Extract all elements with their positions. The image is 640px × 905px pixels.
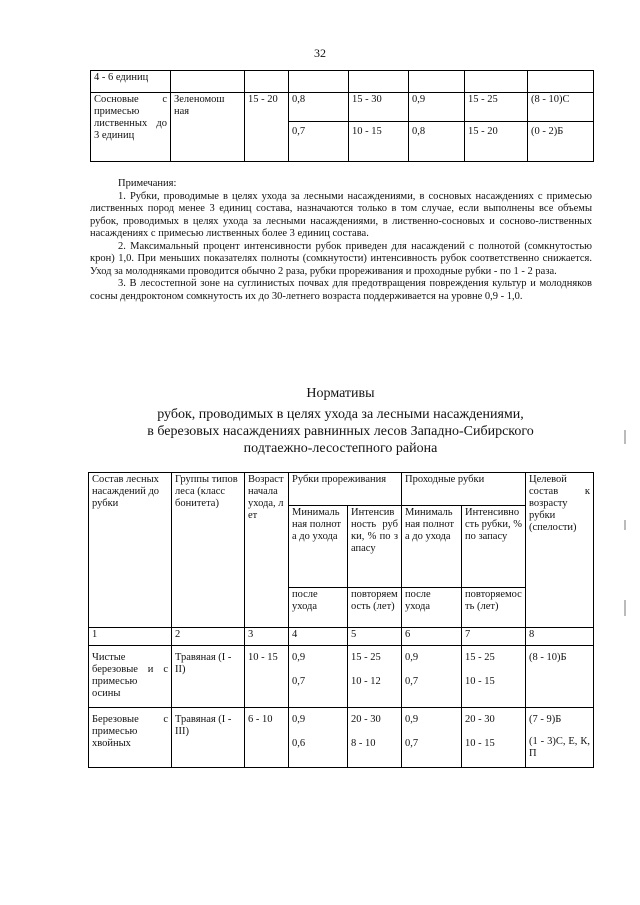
top-table <box>90 70 594 162</box>
top-target-1: (8 - 10)С <box>528 93 594 122</box>
row-1-min-density <box>289 646 348 708</box>
row-2-min-density-2b: 0,7 <box>405 738 419 749</box>
header-min-density-2: Минимальная полнота до ухода <box>402 506 462 588</box>
col-number: 3 <box>245 628 289 646</box>
row-1-intensity-b: 10 - 12 <box>351 676 381 687</box>
top-min-density-2: 0,7 <box>289 122 349 162</box>
top-pass-density-1: 0,9 <box>409 93 465 122</box>
header-composition: Состав лесных насаждений до рубки <box>89 473 172 628</box>
col-number: 7 <box>462 628 526 646</box>
scan-mark <box>624 600 626 616</box>
title-line-3: в березовых насаждениях равнинных лесов Западно-Сибирского <box>147 424 534 439</box>
col-number: 5 <box>348 628 402 646</box>
title-line-1: Нормативы <box>306 386 375 401</box>
row-1-age: 10 - 15 <box>245 646 289 708</box>
header-age-start: Возраст начала ухода, лет <box>245 473 289 628</box>
row-2-min-density-b: 0,6 <box>292 738 306 749</box>
page-number: 32 <box>314 46 326 60</box>
row-2-composition: Березовые с примесью хвойных <box>89 708 172 768</box>
note-3: 3. В лесостепной зоне на суглинистых почвах для предотвращения повреждения культур и молодняков сосны дендроктоном сомкнутость их до 30-летнего возраста поддерживается на уровне 0,9 - 1,0. <box>90 278 592 302</box>
header-after-care: после ухода <box>289 588 348 628</box>
col-number: 6 <box>402 628 462 646</box>
notes-heading: Примечания: <box>118 178 177 189</box>
top-target-2: (0 - 2)Б <box>528 122 594 162</box>
row-1-intensity-2a: 15 - 25 <box>465 652 495 663</box>
row-1-min-density-b: 0,7 <box>292 676 306 687</box>
row-2-forest-group: Травяная (I - III) <box>172 708 245 768</box>
top-table-header-cell: 4 - 6 единиц <box>91 71 171 93</box>
header-after-care-2: после ухода <box>402 588 462 628</box>
row-2-min-density-2a: 0,9 <box>405 714 419 725</box>
top-pass-interval-2: 15 - 20 <box>465 122 528 162</box>
section-title <box>88 385 593 457</box>
top-composition: Сосновые с примесью лиственных до 3 единиц <box>91 93 171 162</box>
row-1-min-density-2b: 0,7 <box>405 676 419 687</box>
col-number: 8 <box>526 628 594 646</box>
header-intensity-2: Интенсивность рубки, % по запасу <box>462 506 526 588</box>
top-pass-interval-1: 15 - 25 <box>465 93 528 122</box>
row-2-intensity-2 <box>462 708 526 768</box>
col-number: 2 <box>172 628 245 646</box>
header-intensity: Интенсивность рубки, % по запасу <box>348 506 402 588</box>
row-2-intensity-b: 8 - 10 <box>351 738 376 749</box>
row-1-forest-group: Травяная (I - II) <box>172 646 245 708</box>
row-2-min-density <box>289 708 348 768</box>
top-pass-density-2: 0,8 <box>409 122 465 162</box>
standards-table <box>88 472 594 768</box>
row-2-age: 6 - 10 <box>245 708 289 768</box>
header-thinning: Рубки прореживания <box>289 473 402 506</box>
row-1-composition: Чистые березовые и с примесью осины <box>89 646 172 708</box>
header-min-density: Минимальная полнота до ухода <box>289 506 348 588</box>
header-repeat-2: повторяемость (лет) <box>462 588 526 628</box>
note-2: 2. Максимальный процент интенсивности рубок приведен для насаждений с полнотой (сомкнутостью крон) 1,0. При меньших показателях полноты (сомкнутости) интенсивность рубок соответственно снижается. Уход за молодняками проводится обычно 2 раза, рубки прореживания и проходные рубки - по 1 - 2 раза. <box>90 240 592 277</box>
row-1-target: (8 - 10)Б <box>526 646 594 708</box>
row-2-min-density-a: 0,9 <box>292 714 306 725</box>
top-thin-interval-1: 15 - 30 <box>349 93 409 122</box>
col-number: 1 <box>89 628 172 646</box>
row-2-intensity <box>348 708 402 768</box>
row-1-min-density-a: 0,9 <box>292 652 306 663</box>
note-1: 1. Рубки, проводимые в целях ухода за лесными насаждениями, в сосновых насаждениях с примесью лиственных пород менее 3 единиц состава, назначаются только в том случае, если выполнены все объемы рубок, проводимых в целях ухода за лесными насаждениями, в лиственно-сосновых и сосново-лиственных насаждениях с примесью лиственных более 3 единиц состава. <box>90 190 592 239</box>
row-2-intensity-a: 20 - 30 <box>351 714 381 725</box>
notes-block <box>90 178 592 303</box>
row-2-target <box>526 708 594 768</box>
scan-mark <box>624 520 626 530</box>
top-thin-interval-2: 10 - 15 <box>349 122 409 162</box>
row-2-target-a: (7 - 9)Б <box>529 714 562 725</box>
top-age: 15 - 20 <box>245 93 289 162</box>
row-1-intensity-2 <box>462 646 526 708</box>
header-passing: Проходные рубки <box>402 473 526 506</box>
row-2-intensity-2b: 10 - 15 <box>465 738 495 749</box>
row-1-min-density-2a: 0,9 <box>405 652 419 663</box>
row-1-intensity-a: 15 - 25 <box>351 652 381 663</box>
title-line-2: рубок, проводимых в целях ухода за лесными насаждениями, <box>157 407 524 422</box>
title-line-4: подтаежно-лесостепного района <box>243 441 438 456</box>
col-number: 4 <box>289 628 348 646</box>
top-forest-type: Зеленомош ная <box>171 93 245 162</box>
header-forest-groups: Группы типов леса (класс бонитета) <box>172 473 245 628</box>
header-repeat: повторяемость (лет) <box>348 588 402 628</box>
row-2-intensity-2a: 20 - 30 <box>465 714 495 725</box>
row-2-min-density-2 <box>402 708 462 768</box>
scan-mark <box>624 430 626 444</box>
row-1-intensity-2b: 10 - 15 <box>465 676 495 687</box>
row-1-intensity <box>348 646 402 708</box>
row-1-min-density-2 <box>402 646 462 708</box>
header-target: Целевой состав к возрасту рубки (спелости) <box>526 473 594 628</box>
row-2-target-b: (1 - 3)С, Е, К, П <box>529 736 590 759</box>
top-min-density-1: 0,8 <box>289 93 349 122</box>
